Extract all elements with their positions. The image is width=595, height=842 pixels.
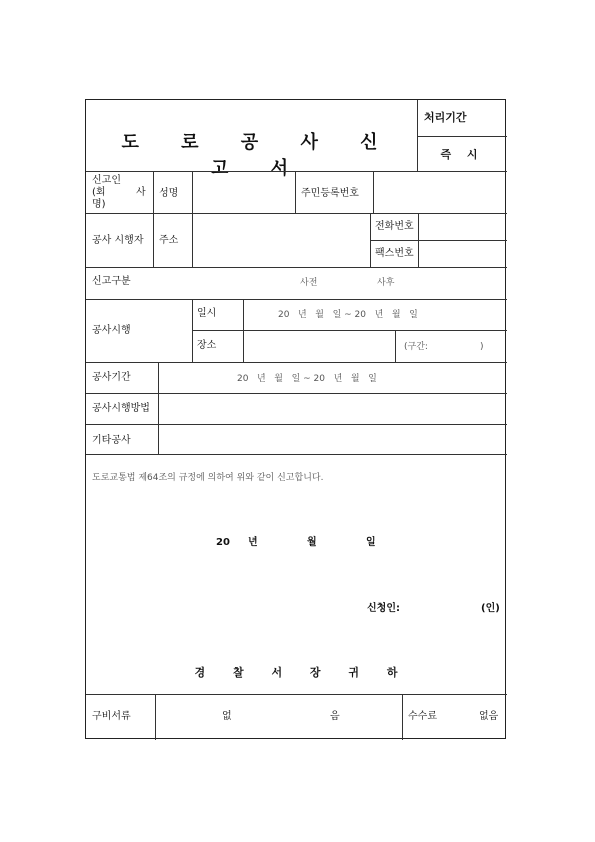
divider (395, 330, 396, 362)
road-construction-report-form (85, 99, 506, 739)
processing-period-label: 처리기간 (424, 111, 467, 124)
method-label: 공사시행방법 (92, 403, 150, 414)
fee-label: 수수료 (408, 711, 437, 722)
divider (192, 330, 507, 331)
datetime-label: 일시 (197, 308, 217, 319)
section-close: ) (480, 342, 484, 352)
processing-period-value: 즉 시 (440, 148, 484, 161)
divider (153, 171, 154, 213)
divider (158, 362, 159, 454)
date-year-unit: 년 (248, 537, 258, 548)
resident-number-label: 주민등록번호 (301, 188, 359, 199)
divider (86, 267, 507, 268)
divider (86, 454, 507, 455)
required-docs-value: 없 (222, 711, 232, 722)
divider (86, 424, 507, 425)
form-title: 도 로 공 사 신 고 서 (121, 132, 396, 179)
required-docs-value: 음 (330, 711, 340, 722)
divider (402, 694, 403, 740)
fax-label: 팩스번호 (375, 248, 414, 259)
divider (370, 240, 507, 241)
required-docs-label: 구비서류 (92, 711, 131, 722)
date-day-unit: 일 (366, 537, 376, 548)
reporter-label: (회 (92, 187, 106, 198)
report-type-option-before[interactable]: 사전 (300, 278, 318, 288)
divider (86, 171, 507, 172)
divider (86, 393, 507, 394)
reporter-label: 명) (92, 199, 106, 210)
contractor-label: 공사 시행자 (92, 235, 144, 246)
reporter-label: 사 (136, 187, 146, 198)
divider (373, 171, 374, 213)
divider (192, 171, 193, 267)
divider (295, 171, 296, 213)
name-label: 성명 (159, 188, 179, 199)
divider (86, 694, 507, 695)
reporter-label: 신고인 (92, 175, 121, 186)
period-label: 공사기간 (92, 372, 131, 383)
other-work-label: 기타공사 (92, 435, 131, 446)
divider (86, 362, 507, 363)
address-label: 주소 (159, 235, 179, 246)
report-type-option-after[interactable]: 사후 (377, 278, 395, 288)
divider (86, 213, 507, 214)
report-type-label: 신고구분 (92, 276, 131, 287)
declaration-text: 도로교통법 제64조의 규정에 의하여 위와 같이 신고합니다. (92, 473, 324, 483)
construction-label: 공사시행 (92, 325, 131, 336)
addressee: 경 찰 서 장 귀 하 (194, 666, 410, 679)
divider (153, 213, 154, 267)
date-year: 20 (216, 537, 230, 548)
fee-value: 없음 (479, 711, 499, 722)
seal-mark: (인) (481, 603, 500, 614)
divider (418, 213, 419, 267)
divider (417, 136, 507, 137)
divider (155, 694, 156, 740)
period-value: 20 년 월 일 ~ 20 년 월 일 (237, 374, 377, 384)
applicant-label: 신청인: (367, 603, 400, 614)
date-month-unit: 월 (307, 537, 317, 548)
place-label: 장소 (197, 340, 217, 351)
datetime-value: 20 년 월 일 ~ 20 년 월 일 (278, 310, 418, 320)
divider (86, 299, 507, 300)
phone-label: 전화번호 (375, 221, 414, 232)
section-open: (구간: (404, 342, 428, 352)
